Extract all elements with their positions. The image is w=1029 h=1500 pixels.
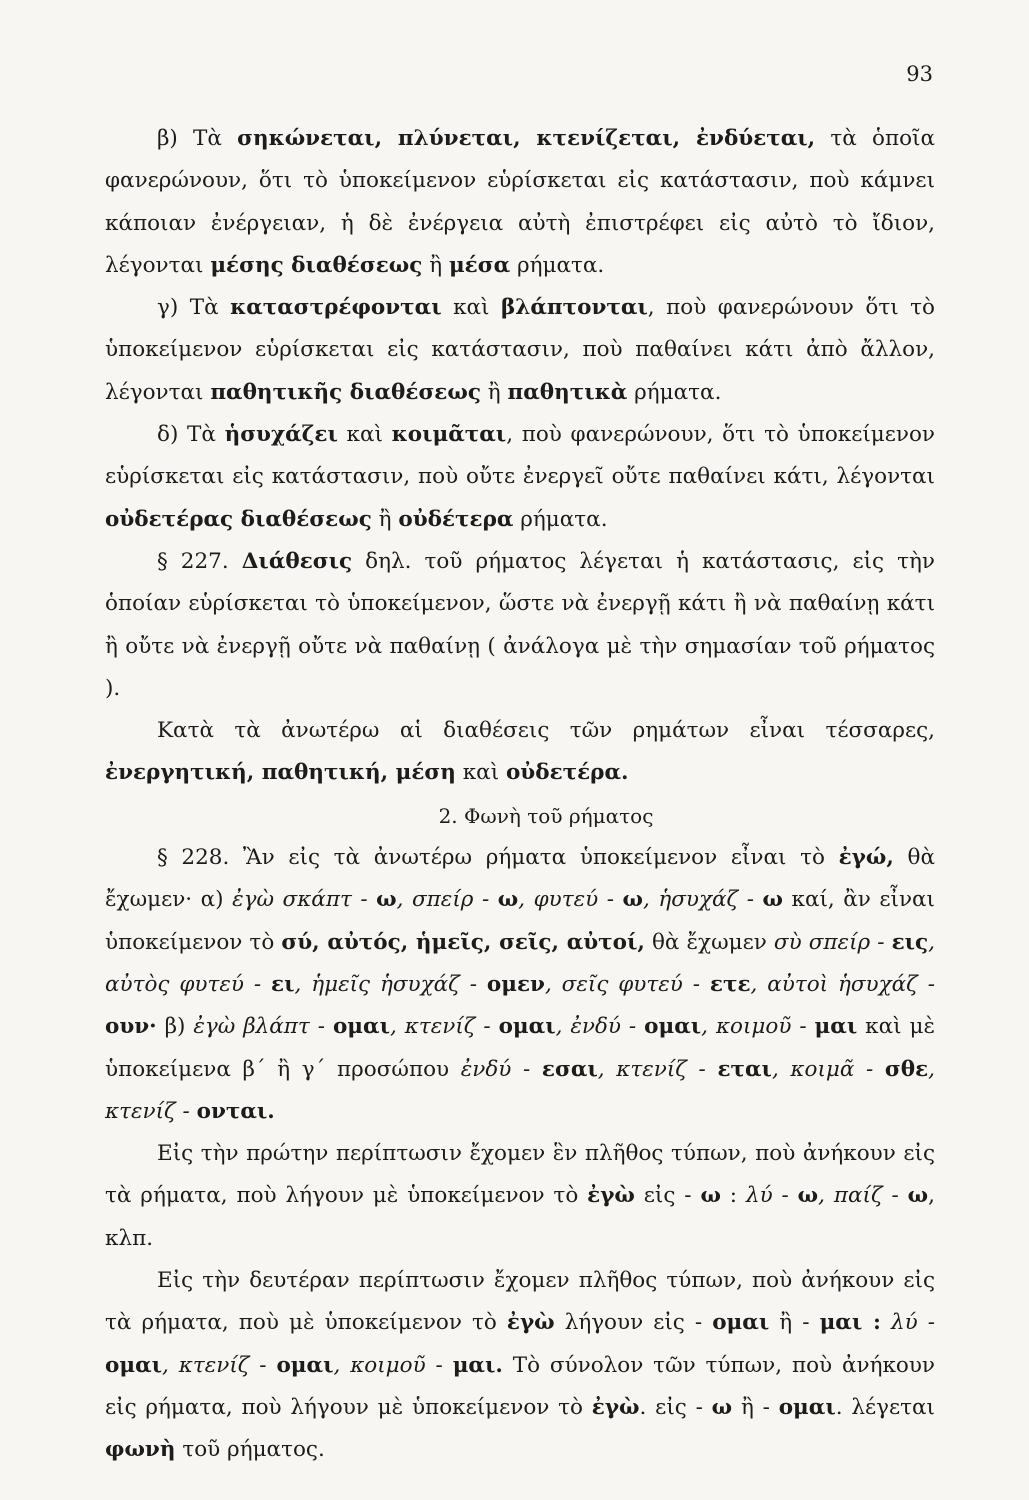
text: τὰ ὁποῖα φανερώνουν, ὅτι τὸ ὑποκείμενον εὑρίσκεται εἰς κατάστασιν, ποὺ κάμνει κάποιαν ἐνέργειαν, ἡ δὲ ἐνέργεια αὐτὴ ἐπιστρέφει εἰς αὐτὸ τὸ ἴδιον, λέγονται bbox=[105, 126, 935, 278]
bold-term: παθητικὰ bbox=[507, 379, 628, 405]
italic-form: , κοιμᾶ - bbox=[771, 1056, 885, 1082]
bold-ending: εις bbox=[891, 929, 929, 955]
italic-form: σὺ σπείρ - bbox=[773, 929, 892, 955]
text: ἢ bbox=[422, 252, 449, 278]
text: . εἰς - bbox=[639, 1394, 712, 1420]
bold-term: καταστρέφονται bbox=[230, 295, 442, 321]
text: δ) Τὰ bbox=[157, 422, 225, 448]
bold-ending: ω bbox=[376, 887, 397, 913]
bold-ending: ω bbox=[762, 887, 784, 913]
bold-ending: ομαι bbox=[712, 1310, 770, 1336]
text: καὶ bbox=[441, 295, 501, 321]
italic-form: , κτενίζ - bbox=[162, 1352, 277, 1378]
text: Τὸ σύνολον τῶν τύπων, ποὺ ἀνήκουν εἰς ρήματα, ποὺ λήγουν μὲ ὑποκείμενον τὸ bbox=[105, 1352, 935, 1420]
italic-form: λύ - bbox=[880, 1310, 935, 1336]
bold-ending: εται bbox=[717, 1056, 772, 1082]
bold-term: οὐδετέρας διαθέσεως bbox=[105, 506, 372, 532]
text: . λέγεται bbox=[835, 1394, 935, 1420]
italic-form: , κτενίζ - bbox=[389, 1014, 499, 1040]
italic-form: , σεῖς φυτεύ - bbox=[544, 971, 710, 997]
bold-term: ἐγὼ bbox=[587, 1183, 635, 1209]
italic-form: , κοιμοῦ - bbox=[333, 1352, 453, 1378]
italic-form: ἐγὼ σκάπτ - bbox=[232, 887, 377, 913]
italic-form: , αὐτὸς φυτεύ - bbox=[105, 929, 935, 997]
text: Εἰς τὴν δευτέραν περίπτωσιν ἔχομεν πλῆθος τύπων, ποὺ ἀνήκουν εἰς τὰ ρήματα, ποὺ μὲ ὑποκείμενον τὸ bbox=[105, 1268, 935, 1336]
bold-term: παθητικῆς διαθέσεως bbox=[210, 379, 481, 405]
text: ἢ - bbox=[769, 1310, 820, 1336]
bold-term: κοιμᾶται bbox=[391, 422, 507, 448]
text: , ποὺ φανερώνουν, ὅτι τὸ ὑποκείμενον εὑρίσκεται εἰς κατάστασιν, ποὺ οὔτε ἐνεργεῖ οὔτε παθαίνει κάτι, λέγονται bbox=[105, 422, 935, 490]
text: Κατὰ τὰ ἀνωτέρω αἱ διαθέσεις τῶν ρημάτων εἶναι τέσσαρες, bbox=[157, 718, 935, 744]
italic-form: , κοιμοῦ - bbox=[701, 1014, 815, 1040]
text: , ποὺ φανερώνουν ὅτι τὸ ὑποκείμενον εὑρίσκεται εἰς κατάστασιν, ποὺ παθαίνει κάτι ἀπὸ ἄλλον, λέγονται bbox=[105, 295, 935, 405]
italic-form: , αὐτοὶ ἡσυχάζ - bbox=[750, 971, 935, 997]
text: , κλπ. bbox=[105, 1183, 935, 1251]
bold-ending: ονται. bbox=[196, 1098, 275, 1124]
bold-term: ἐγὼ bbox=[506, 1310, 555, 1336]
bold-ending: μαι : bbox=[819, 1310, 881, 1336]
bold-term: οὐδετέρα. bbox=[505, 760, 629, 786]
bold-ending: ει bbox=[271, 971, 295, 997]
text: καὶ μὲ ὑποκείμενα β΄ ἢ γ΄ προσώπου bbox=[105, 1014, 935, 1082]
paragraph-first-case bbox=[105, 1133, 935, 1260]
bold-ending: μαι. bbox=[452, 1352, 503, 1378]
bold-term: σηκώνεται, πλύνεται, κτενίζεται, ἐνδύεται, bbox=[237, 126, 816, 151]
text: καί, ἂν εἶναι ὑποκείμενον τὸ bbox=[105, 887, 935, 955]
text: β) Τὰ bbox=[157, 126, 238, 151]
text: δηλ. τοῦ ρήματος λέγεται ἡ κατάστασις, εἰς τὴν ὁποίαν εὑρίσκεται τὸ ὑποκείμενον, ὥστε νὰ ἐνεργῇ κάτι ἢ νὰ παθαίνῃ κάτι ἢ οὔτε νὰ ἐνεργῇ οὔτε νὰ παθαίνῃ ( ἀνάλογα μὲ τὴν σημασίαν τοῦ ρήματος ). bbox=[105, 548, 935, 701]
paragraph-228 bbox=[105, 837, 935, 1133]
section-heading: 2. Φωνὴ τοῦ ρήματος bbox=[438, 803, 654, 828]
text: καὶ bbox=[337, 422, 392, 448]
page-body bbox=[105, 118, 935, 1472]
text: ρήματα. bbox=[513, 506, 608, 532]
bold-term: ἐγώ, bbox=[838, 845, 894, 871]
bold-ending: ετε bbox=[709, 971, 751, 997]
bold-ending: εσαι bbox=[541, 1056, 598, 1082]
text: καὶ bbox=[455, 760, 506, 786]
paragraph-summary bbox=[105, 710, 935, 795]
bold-term: βλάπτονται bbox=[501, 295, 648, 321]
text: Εἰς τὴν πρώτην περίπτωσιν ἔχομεν ἓν πλῆθος τύπων, ποὺ ἀνήκουν εἰς τὰ ρήματα, ποὺ λήγουν μὲ ὑποκείμενον τὸ bbox=[105, 1141, 935, 1209]
italic-form: ἐγὼ βλάπτ - bbox=[193, 1014, 333, 1040]
italic-form: ἐνδύ - bbox=[460, 1056, 542, 1082]
bold-term: φωνὴ bbox=[105, 1437, 176, 1463]
text: : bbox=[720, 1183, 746, 1209]
bold-ending: ομαι bbox=[276, 1352, 334, 1378]
bold-ending: ω bbox=[497, 887, 519, 913]
text: θὰ ἔχωμεν bbox=[644, 929, 774, 955]
bold-term: ἐνεργητική, παθητική, μέση bbox=[105, 760, 456, 786]
italic-form: , κτενίζ - bbox=[597, 1056, 718, 1082]
bold-ending: ομαι bbox=[498, 1014, 556, 1040]
text: ρήματα. bbox=[510, 252, 605, 278]
bold-ending: ω bbox=[797, 1183, 819, 1209]
bold-term: Διάθεσις bbox=[241, 548, 353, 574]
italic-form: , φυτεύ - bbox=[518, 887, 623, 913]
bold-ending: ομαι bbox=[644, 1014, 702, 1040]
text: § 228. Ἂν εἰς τὰ ἀνωτέρω ρήματα ὑποκείμενον εἶναι τὸ bbox=[157, 845, 839, 871]
text: ἢ bbox=[371, 506, 399, 532]
text: ἢ - bbox=[732, 1394, 779, 1420]
paragraph-gamma bbox=[105, 287, 935, 414]
bold-ending: ω bbox=[907, 1183, 929, 1209]
text: θὰ ἔχωμεν· α) bbox=[105, 845, 935, 913]
bold-ending: ομαι bbox=[105, 1352, 163, 1378]
paragraph-second-case bbox=[105, 1260, 935, 1471]
bold-term: σύ, αὐτός, ἡμεῖς, σεῖς, αὐτοί, bbox=[281, 929, 645, 955]
bold-ending: σθε bbox=[884, 1056, 929, 1082]
bold-term: μέσα bbox=[448, 252, 511, 278]
bold-term: μέσης διαθέσεως bbox=[210, 252, 423, 278]
bold-ending: ω bbox=[622, 887, 644, 913]
italic-form: , ἐνδύ - bbox=[555, 1014, 645, 1040]
bold-term: ἐγὼ bbox=[591, 1394, 640, 1420]
bold-ending: ω bbox=[711, 1394, 733, 1420]
section-number: § 227. bbox=[157, 548, 242, 574]
text: λήγουν εἰς - bbox=[554, 1310, 713, 1336]
italic-form: λύ - bbox=[745, 1183, 798, 1209]
paragraph-227 bbox=[105, 541, 935, 710]
bold-ending: ουν· bbox=[105, 1014, 157, 1040]
page-number: 93 bbox=[906, 62, 933, 86]
italic-form: , ἡμεῖς ἡσυχάζ - bbox=[294, 971, 487, 997]
paragraph-beta bbox=[105, 118, 935, 287]
text: τοῦ ρήματος. bbox=[175, 1437, 325, 1463]
italic-form: , παίζ - bbox=[818, 1183, 908, 1209]
bold-ending: ω bbox=[700, 1183, 721, 1209]
text: β) bbox=[156, 1014, 194, 1040]
bold-ending: ομαι bbox=[778, 1394, 836, 1420]
bold-term: οὐδέτερα bbox=[398, 506, 514, 532]
text: ρήματα. bbox=[627, 379, 722, 405]
paragraph-delta bbox=[105, 414, 935, 541]
bold-ending: ομεν bbox=[486, 971, 545, 997]
bold-ending: μαι bbox=[814, 1014, 858, 1040]
text: ἢ bbox=[480, 379, 508, 405]
italic-form: , ἡσυχάζ - bbox=[643, 887, 763, 913]
bold-term: ἡσυχάζει bbox=[224, 422, 338, 448]
italic-form: , κτενίζ - bbox=[105, 1056, 935, 1124]
text: εἰς - bbox=[634, 1183, 701, 1209]
text: γ) Τὰ bbox=[157, 295, 231, 321]
italic-form: , σπείρ - bbox=[396, 887, 498, 913]
bold-ending: ομαι bbox=[332, 1014, 390, 1040]
